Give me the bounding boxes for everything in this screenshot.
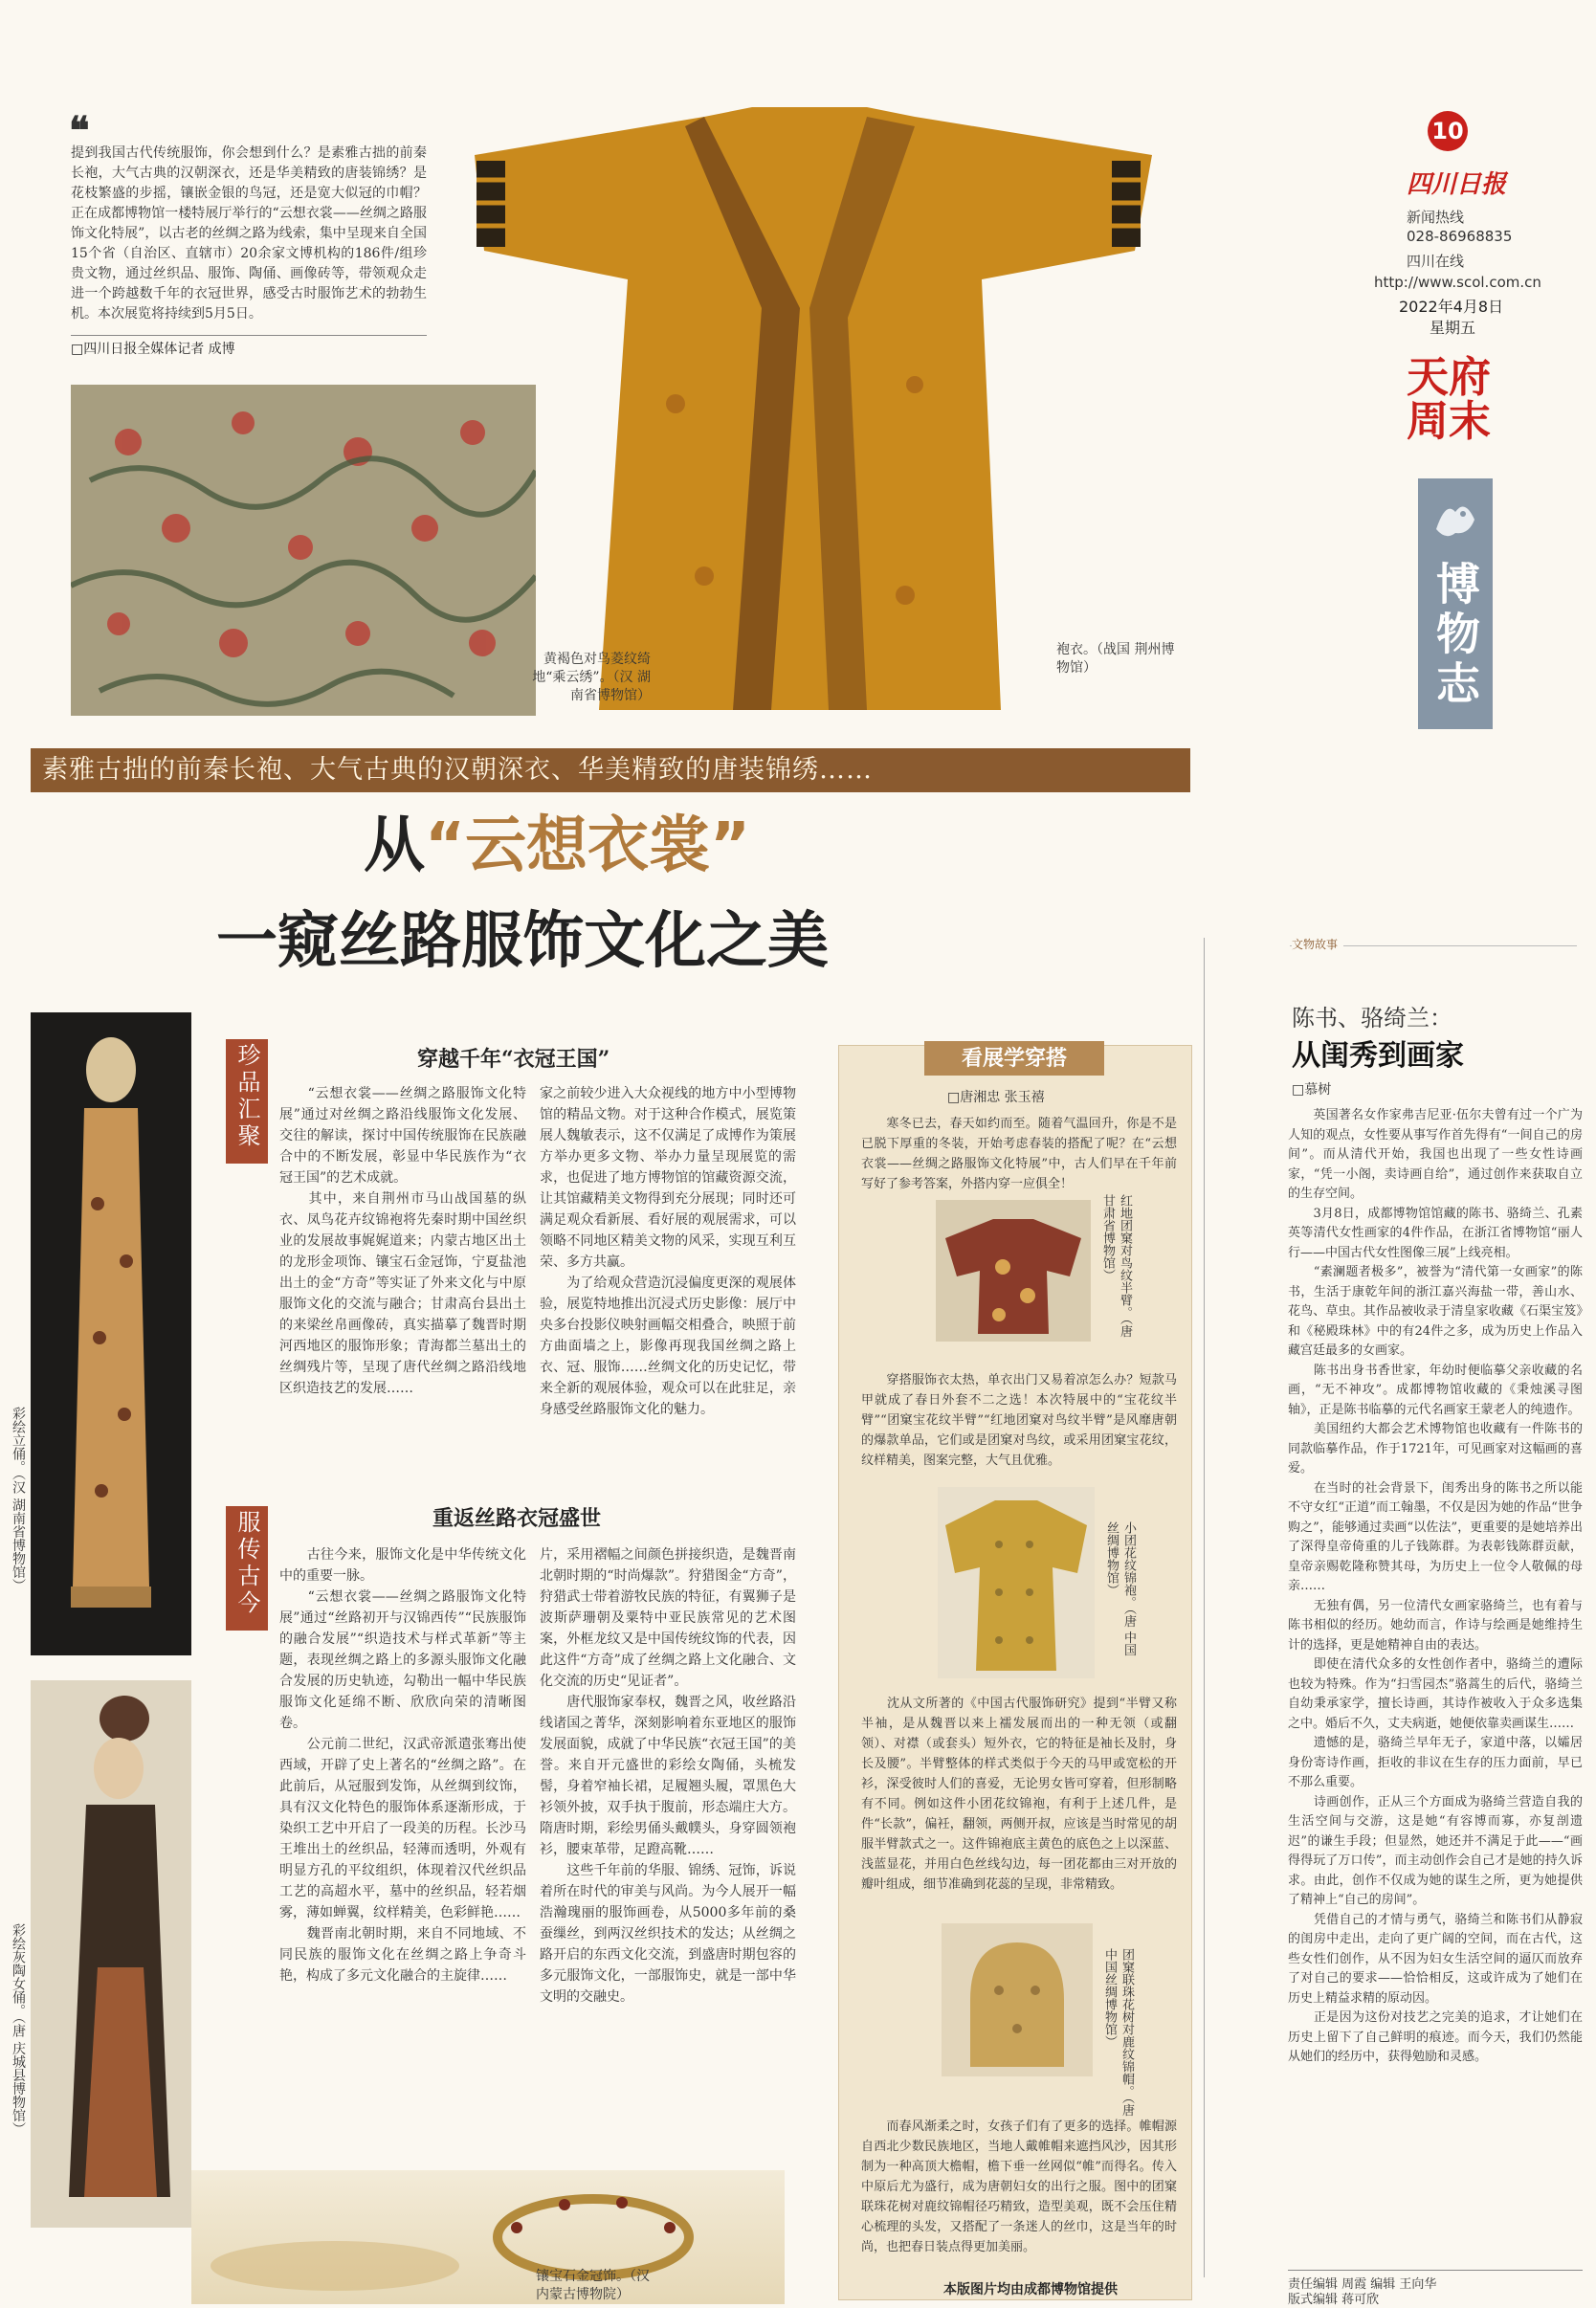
column-divider	[1204, 938, 1205, 2277]
sidebar-photo1-caption: 红地团窠对鸟纹半臂。（唐 甘肃省博物馆）	[1100, 1194, 1132, 1338]
quote-mark-icon: ❝	[69, 108, 90, 153]
footer-rule	[1288, 2270, 1583, 2271]
section2-tag	[226, 1506, 268, 1631]
headline-pre: 从	[364, 810, 425, 881]
sidebar-p1: 寒冬已去，春天如约而至。随着气温回升，你是不是已脱下厚重的冬装，开始考虑春装的搭配了呢？在“云想衣裳——丝绸之路服饰文化特展”中，古人们早在千年前写好了参考答案，外搭内穿一应俱全！	[861, 1117, 1177, 1191]
right-body: 英国著名女作家弗吉尼亚·伍尔夫曾有过一个广为人知的观点，女性要从事写作首先得有“一间自己的房间”。而从清代开始，我国也出现了一些女性诗画家，“凭一小阁，卖诗画自给”，通过创作来获取自立的生存空间。 3月8日，成都博物馆馆藏的陈书、骆绮兰、孔素英等清代女性画家的4件作品，在浙江省博物馆“丽人行——中国古代女性图像三展”上线亮相。 “素澜题者极多”，被誉为“清代第一女画家”的陈书，生活于康乾年间的浙江嘉兴海盐一带，善山水、花鸟、草虫。其作品被收录于清皇家收藏《石渠宝笈》和《秘殿珠林》中的有24件之多，成为历史上作品入藏宫廷最多的女画家。 陈书出身书香世家，年幼时便临摹父亲收藏的名画，“无不神攻”。成都博物馆收藏的《秉烛溪寻图轴》，正是陈书临摹的元代名画家王蒙老人的纯遗作。 美国纽约大都会艺术博物馆也收藏有一件陈书的同款临摹作品，作于1721年，可见画家对这幅画的喜爱。 在当时的社会背景下，闺秀出身的陈书之所以能不守女红“正道”而工翰墨，不仅是因为她的作品“世争购之”，能够通过卖画“以佐法”，更重要的是她培养出了深得皇帝倚重的儿子钱陈群。为表彰钱陈群贡献，皇帝亲赐乾隆称赞其母，为历史上一位令人敬佩的母亲…… 无独有偶，另一位清代女画家骆绮兰，也有着与陈书相似的经历。她幼而言，作诗与绘画是她维持生计的选择，更是她精神自由的表达。 即使在清代众多的女性创作者中，骆绮兰的遭际也较为特殊。作为“扫雪园杰”骆蒿生的后代，骆绮兰自幼秉承家学，擅长诗画，其诗作被收入于众多选集之中。婚后不久，丈夫病逝，她便依靠卖画谋生…… 遗憾的是，骆绮兰早年无子，家道中落，以孀居身份寄诗作画，拒收的非议在生存的压力面前，早已不那么重要。 诗画创作，正从三个方面成为骆绮兰营造自我的生活空间与交游，这是她“有容博而寡，亦复剖遗迟”的谦生手段；但显然，她还并不满足于此——“画得得玩了万口传”，而主动创作会自己才是她的持久诉求。由此，创作不仅成为她的谋生之所，更为她提供了精神上“自己的房间”。 凭借自己的才情与勇气，骆绮兰和陈书们从静寂的闺房中走出，走向了更广阔的空间，而在古代，这些女性们创作，从不因为妇女生活空间的逼仄而放弃了对自己的要求——恰恰相反，这或许成为了她们在历史上精益求精的原动因。 正是因为这份对技艺之完美的追求，才让她们在历史上留下了自己鲜明的痕迹。而今天，我们仍然能从她们的经历中，获得勉励和灵感。	[1288, 1108, 1583, 2064]
section1-tag	[226, 1039, 268, 1164]
standing-figure-caption: 彩绘立俑。（汉 湖南省博物馆）	[11, 1407, 26, 1592]
sidebar-p3: 沈从文所著的《中国古代服饰研究》提到“半臂又称半袖，是从魏晋以来上襦发展而出的一种无领（或翻领）、对襟（或套头）短外衣，它的特征是袖长及肘，身长及腰”。半臂整体的样式类似于今天的马甲或宽松的开衫，深受彼时人们的喜爱，无论男女皆可穿着，但形制略有不同。例如这件小团花纹锦袍，有利于上述几件，是件“长款”，偏衽，翻领，两侧开叔，应该是当时常见的胡服半臂款式之一。这件锦袍底主黄色的底色之上以深蓝、浅蓝显花，并用白色丝线勾边，每一团花都由三对开放的瓣叶组成，细节准确到花蕊的呈现，非常精致。	[861, 1697, 1177, 1892]
deer-icon	[1418, 478, 1493, 561]
masthead-url[interactable]: http://www.scol.com.cn	[1374, 274, 1541, 291]
headline-line2: 一窥丝路服饰文化之美	[216, 906, 829, 977]
sidebar-photo3	[942, 1923, 1093, 2076]
sidebar-photo2-caption: 小团花纹锦袍。（唐 中国丝绸博物馆）	[1104, 1521, 1136, 1656]
sidebar-photo3-caption: 团窠联珠花树对鹿纹锦帽。（唐 中国丝绸博物馆）	[1102, 1948, 1134, 2117]
section2-col2: 片，采用褶幅之间颜色拼接织造，是魏晋南北朝时期的“时尚爆款”。狩猎图金“方奇”，狩猎武士带着游牧民族的特征，有翼狮子是波斯萨珊朝及粟特中亚民族常见的艺术图案，外框龙纹又是中国传统纹饰的代表，因此这件“方奇”成了丝绸之路上文化融合、文化交流的历史“见证者”。 唐代服饰家奉权，魏晋之风，收丝路沿线诸国之菁华，深刻影响着东亚地区的服饰发展面貌，成就了中华民族“衣冠王国”的美誉。来自开元盛世的彩绘女陶俑，头梳发髻，身着窄袖长裙，足履翘头履，罩黑色大衫领外披，双手执于腹前，形态端庄大方。隋唐时期，彩绘男俑头戴幞头，身穿圆领袍衫，腰束革带，足蹬高靴…… 这些千年前的华服、锦绣、冠饰，诉说着所在时代的审美与风尚。为今人展开一幅浩瀚瑰丽的服饰画卷，从5000多年前的桑蚕缫丝，到两汉丝织技术的发达；从丝绸之路开启的东西文化交流，到盛唐时期包容的多元服饰文化，一部服饰史，就是一部中华文明的交融史。	[540, 1547, 796, 2005]
section1-col2: 家之前较少进入大众视线的地方中小型博物馆的精品文物。对于这种合作模式，展览策展人魏敏表示，这不仅满足了成博作为策展方举办更多文物、举办力量呈现展览的需求，也促进了地方博物馆的馆藏资源交流，让其馆藏精美文物得到充分展现；同时还可满足观众看新展、看好展的观展需求，可以领略不同地区精美文物的风采，实现互利互荣、多方共赢。 为了给观众营造沉浸偏度更深的观展体验，展览特地推出沉浸式历史影像：展厅中央多台投影仪映射画幅交相叠合，映照于前方曲面墙之上，影像再现我国丝绸之路上衣、冠、服饰……丝绸文化的历史记忆，带来全新的观展体验，观众可以在此驻足，亲身感受丝路服饰文化的魅力。	[540, 1086, 796, 1417]
intro-text: 提到我国古代传统服饰，你会想到什么？是素雅古拙的前秦长袍，大气古典的汉朝深衣，还是华美精致的唐装锦绣？是花枝繁盛的步摇，镶嵌金银的鸟冠，还是宽大似冠的巾帽？正在成都博物馆一楼特展厅举行的“云想衣裳——丝绸之路服饰文化特展”，以古老的丝绸之路为线索，集中呈现来自全国15个省（自治区、直辖市）20余家文博机构的186件/组珍贵文物，通过丝织品、服饰、陶俑、画像砖等，带领观众走进一个跨越数千年的衣冠世界，感受古时服饰艺术的勃勃生机。本次展览将持续到5月5日。	[71, 145, 427, 322]
headline-quote: “云想衣裳”	[425, 810, 751, 881]
crown-photo	[191, 2170, 785, 2304]
headline	[364, 810, 750, 882]
robe-photo	[465, 98, 1162, 718]
right-title-main: 从闺秀到画家	[1292, 1039, 1464, 1073]
paper-name: 四川日报	[1407, 170, 1507, 199]
section2-tag-text: 服传古今	[233, 1510, 260, 1617]
section1-title: 穿越千年“衣冠王国”	[417, 1047, 610, 1072]
right-byline: □慕树	[1292, 1082, 1332, 1098]
section2-col1: 古往今来，服饰文化是中华传统文化中的重要一脉。 “云想衣裳——丝绸之路服饰文化特展”通过“丝路初开与汉锦西传”“民族服饰的融合发展”“织造技术与样式革新”等主题，表现丝绸之路上的多源头服饰文化融合发展的历史轨迹，勾勒出一幅中华民族服饰文化延绵不断、欣欣向荣的清晰图卷。 公元前二世纪，汉武帝派遣张骞出使西域，开辟了史上著名的“丝绸之路”。在此前后，从冠服到发饰，从丝绸到纹饰，具有汉文化特色的服饰体系逐渐形成，于染织工艺中开启了一段美的历程。长沙马王堆出土的丝织品，轻薄而透明，外观有明显方孔的平纹组织，体现着汉代丝织品工艺的高超水平，墓中的丝织品，轻若烟雾，薄如蝉翼，纹样精美，色彩鲜艳…… 魏晋南北朝时期，来自不同地域、不同民族的服饰文化在丝绸之路上争奇斗艳，构成了多元文化融合的主旋律……	[279, 1547, 526, 1984]
sidebar-photo2	[938, 1487, 1095, 1678]
hotline-label: 新闻热线	[1407, 209, 1465, 226]
section1-tag-text: 珍品汇聚	[233, 1043, 260, 1150]
right-tag: 文物故事	[1292, 936, 1343, 952]
section1-col1: “云想衣裳——丝绸之路服饰文化特展”通过对丝绸之路沿线服饰文化发展、交往的解读，探讨中国传统服饰在民族融合中的不断发展，彰显中华民族作为“衣冠王国”的艺术成就。 其中，来自荆州市马山战国墓的纵衣、凤鸟花卉纹锦袍将先秦时期中国丝织业的发展故事娓娓道来；内蒙古地区出土的龙形金项饰、镶宝石金冠饰，宁夏盐池出土的金“方奇”等实证了外来文化与中原服饰文化的交流与融合；甘肃高台县出土的来梁丝帛画像砖，真实描摹了魏晋时期河西地区的服饰形象；青海都兰墓出土的丝绸残片等，呈现了唐代丝绸之路沿线地区织造技艺的发展……	[279, 1086, 526, 1396]
online-label: 四川在线	[1407, 253, 1465, 270]
section-label-block	[1418, 478, 1493, 729]
female-figure-caption: 彩绘灰陶女俑。（唐 庆城县博物馆）	[11, 1923, 26, 2136]
sidebar-p4: 而春风渐柔之时，女孩子们有了更多的选择。帷帽源自西北少数民族地区，当地人戴帷帽来遮挡风沙，因其形制为一种高顶大檐帽，檐下垂一丝网似“帷”而得名。传入中原后尤为盛行，成为唐朝妇女的出行之服。图中的团窠联珠花树对鹿纹锦帽径巧精致，造型美观，既不会压住精心梳理的头发，又搭配了一条迷人的丝巾，这是当年的时尚，也把春日装点得更加美丽。	[861, 2119, 1177, 2254]
footer-editor2: 版式编辑 蒋可欣	[1288, 2293, 1380, 2307]
banner	[31, 748, 1190, 792]
issue-date: 2022年4月8日	[1399, 298, 1504, 316]
section-label: 博物志	[1430, 561, 1481, 710]
footer-editor1: 责任编辑 周霞 编辑 王向华	[1288, 2277, 1437, 2292]
issue-weekday: 星期五	[1430, 319, 1476, 337]
supplement-logo: 天府周末	[1407, 353, 1491, 446]
intro-rule	[71, 335, 427, 336]
sidebar-photo1	[936, 1200, 1091, 1342]
crown-caption: 镶宝石金冠饰。（汉 内蒙古博物院）	[536, 2269, 650, 2302]
hotline-number: 028-86968835	[1407, 228, 1513, 245]
right-title-top: 陈书、骆绮兰：	[1292, 1005, 1452, 1032]
banner-text: 素雅古拙的前秦长袍、大气古典的汉朝深衣、华美精致的唐装锦绣……	[42, 755, 873, 785]
sidebar-byline: □唐湘忠 张玉禧	[947, 1090, 1045, 1105]
sidebar-title: 看展学穿搭	[924, 1041, 1104, 1076]
brocade-caption: 黄褐色对鸟菱纹绮地“乘云绣”。（汉 湖南省博物馆）	[532, 652, 651, 703]
photo-credit: 本版图片均由成都博物馆提供	[943, 2282, 1118, 2297]
page-number-badge: 10	[1428, 111, 1468, 151]
sidebar-p2: 穿搭服饰衣太热，单衣出门又易着凉怎么办？短款马甲就成了春日外套不二之选！本次特展中的“宝花纹半臂”“团窠宝花纹半臂”“红地团窠对鸟纹半臂”是风靡唐朝的爆款单品，它们或是团窠对鸟纹，或采用团窠宝花纹，纹样精美，图案完整，大气且优雅。	[861, 1373, 1177, 1468]
standing-figure-photo	[31, 1012, 191, 1655]
robe-caption: 袍衣。（战国 荆州博物馆）	[1056, 642, 1175, 676]
intro-byline: □四川日报全媒体记者 成博	[71, 342, 235, 357]
section2-title: 重返丝路衣冠盛世	[432, 1506, 602, 1531]
female-figure-photo	[31, 1680, 191, 2228]
